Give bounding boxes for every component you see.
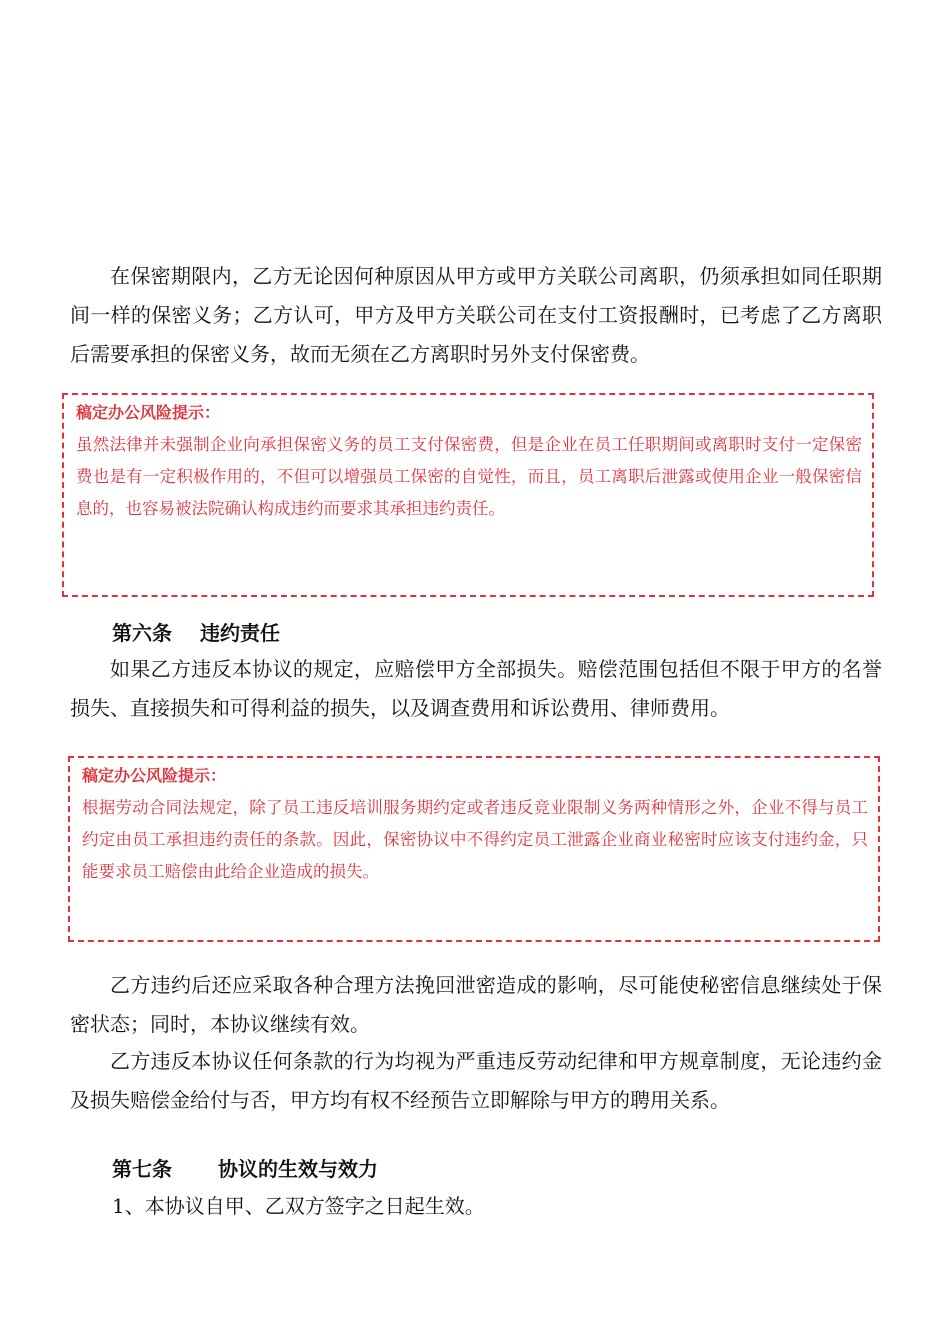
article-7-title: 协议的生效与效力 bbox=[218, 1157, 378, 1181]
risk-tip-title: 稿定办公风险提示： bbox=[76, 403, 221, 422]
article-6-number: 第六条 bbox=[112, 621, 172, 645]
risk-tip-box-2 bbox=[68, 756, 880, 942]
article-6-title: 违约责任 bbox=[200, 621, 280, 645]
list-item-effective-date: 1、本协议自甲、乙双方签字之日起生效。 bbox=[112, 1194, 485, 1218]
article-7-number: 第七条 bbox=[112, 1157, 172, 1181]
paragraph-termination: 乙方违反本协议任何条款的行为均视为严重违反劳动纪律和甲方规章制度，无论违约金及损失赔偿金给付与否，甲方均有权不经预告立即解除与甲方的聘用关系。 bbox=[70, 1049, 882, 1112]
risk-tip-title: 稿定办公风险提示： bbox=[82, 766, 227, 785]
risk-tip-body: 虽然法律并未强制企业向承担保密义务的员工支付保密费，但是企业在员工任职期间或离职时支付一定保密费也是有一定积极作用的，不但可以增强员工保密的自觉性，而且，员工离职后泄露或使用企业一般保密信息的，也容易被法院确认构成违约而要求其承担违约责任。 bbox=[76, 435, 862, 518]
paragraph-remedy: 乙方违约后还应采取各种合理方法挽回泄密造成的影响，尽可能使秘密信息继续处于保密状态；同时，本协议继续有效。 bbox=[70, 973, 882, 1036]
paragraph-confidentiality-period: 在保密期限内，乙方无论因何种原因从甲方或甲方关联公司离职，仍须承担如同任职期间一样的保密义务；乙方认可，甲方及甲方关联公司在支付工资报酬时，已考虑了乙方离职后需要承担的保密义务，故而无须在乙方离职时另外支付保密费。 bbox=[70, 264, 882, 366]
risk-tip-body: 根据劳动合同法规定，除了员工违反培训服务期约定或者违反竞业限制义务两种情形之外，企业不得与员工约定由员工承担违约责任的条款。因此，保密协议中不得约定员工泄露企业商业秘密时应该支付违约金，只能要求员工赔偿由此给企业造成的损失。 bbox=[82, 798, 868, 881]
paragraph-breach-liability: 如果乙方违反本协议的规定，应赔偿甲方全部损失。赔偿范围包括但不限于甲方的名誉损失、直接损失和可得利益的损失，以及调查费用和诉讼费用、律师费用。 bbox=[70, 657, 882, 720]
article-6-heading bbox=[112, 618, 280, 648]
risk-tip-box-1 bbox=[62, 393, 874, 597]
article-7-heading bbox=[112, 1154, 378, 1184]
